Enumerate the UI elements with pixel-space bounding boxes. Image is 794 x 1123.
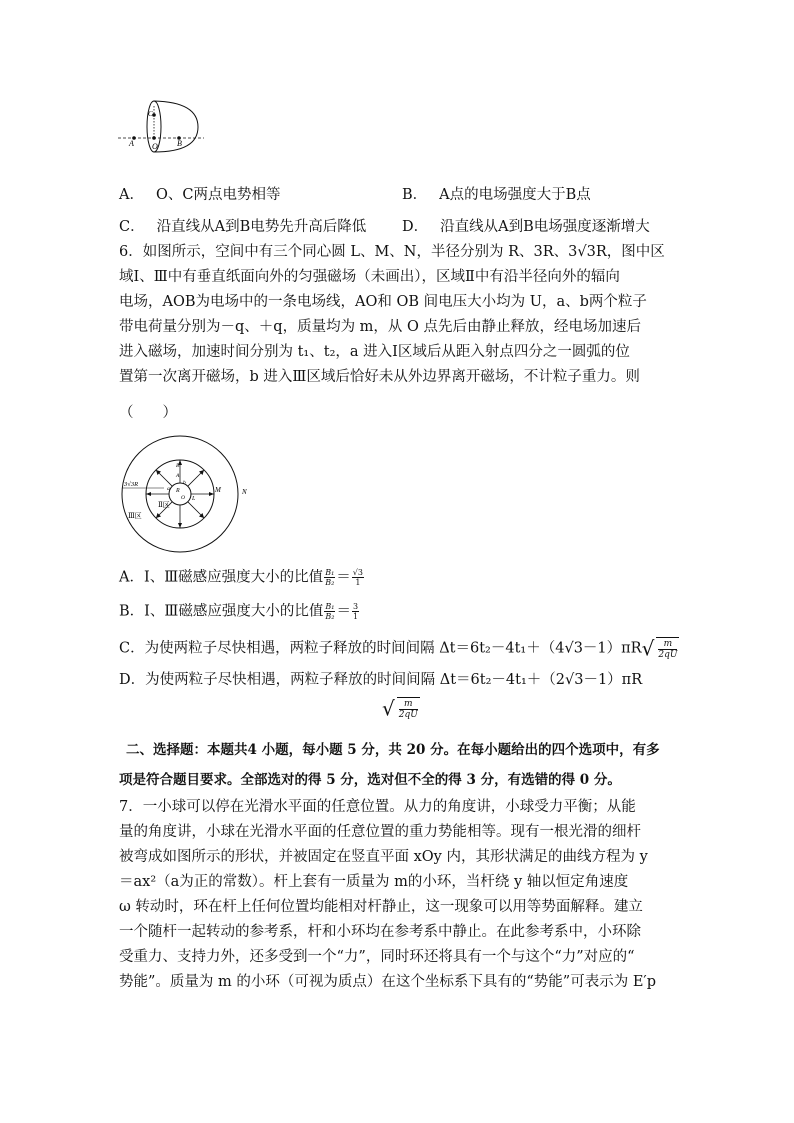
label-N: N — [242, 488, 247, 496]
q5-option-a-text: O、C两点电势相等 — [155, 187, 281, 203]
concentric-circles-figure — [118, 432, 268, 557]
sqrt-denominator: 2qU — [658, 650, 678, 660]
ratio-numerator: B₁ — [325, 568, 335, 577]
q6-option-b-value — [352, 602, 359, 621]
label-b: b — [183, 480, 186, 486]
label-R: R — [176, 488, 180, 494]
label-B: B — [176, 463, 180, 469]
sqrt-denominator: 2qU — [398, 710, 418, 720]
q7-line-4: ＝ax²（a为正的常数）。杆上套有一质量为 m的小环，当杆绕 y 轴以恒定角速度 — [119, 874, 629, 890]
label-region-3: Ⅲ区 — [128, 512, 142, 520]
sqrt-sign-icon: √ — [641, 636, 655, 661]
q7-line-7: 受重力、支持力外，还多受到一个“力”，同时环还将具有一个与这个“力”对应的“ — [119, 949, 635, 965]
q6-line-6: 置第一次离开磁场，b 进入Ⅲ区域后恰好未从外边界离开磁场，不计粒子重力。则 — [119, 369, 640, 385]
label-B: B — [177, 139, 182, 148]
q6-option-c-text: C．为使两粒子尽快相遇，两粒子释放的时间间隔 Δt＝6t₂－4t₁＋（4√3－1）πR — [119, 640, 642, 657]
q7-line-5: ω 转动时，环在杆上任何位置均能相对杆静止，这一现象可以用等势面解释。建立 — [119, 899, 643, 915]
ratio-numerator: B₁ — [325, 602, 335, 611]
q6-option-d-sqrt — [382, 697, 420, 720]
hemisphere-figure — [116, 96, 206, 154]
q7-line-3: 被弯成如图所示的形状，并被固定在竖直平面 xOy 内，其形状满足的曲线方程为 y — [119, 849, 648, 865]
q5-option-b-label: B． — [402, 187, 428, 203]
value-denominator: 1 — [352, 612, 359, 621]
sqrt-expression — [397, 697, 420, 720]
q6-line-1: 6．如图所示，空间中有三个同心圆 L、M、N，半径分别为 R、3R、3√3R，图中区 — [119, 244, 665, 260]
q5-option-c-label: C． — [119, 219, 145, 235]
sqrt-expression — [656, 637, 679, 660]
section2-line-1: 二、选择题：本题共4 小题，每小题 5 分，共 20 分。在每小题给出的四个选项中，有多 — [126, 742, 660, 758]
q5-option-b-text: A点的电场强度大于B点 — [439, 187, 591, 203]
value-denominator: 1 — [355, 578, 361, 587]
q5-option-a-label: A． — [119, 187, 144, 203]
q5-option-c-text: 沿直线从A到B电势先升高后降低 — [156, 219, 367, 235]
q6-option-c — [119, 637, 679, 660]
q6-line-5: 进入磁场，加速时间分别为 t₁、t₂，a 进入Ⅰ区域后从距入射点四分之一圆弧的位 — [119, 344, 630, 360]
point-O — [152, 136, 156, 140]
q5-option-a — [119, 186, 280, 204]
q6-option-a-value — [352, 568, 364, 587]
q6-option-d — [119, 671, 642, 689]
q6-option-a-text: A．Ⅰ、Ⅲ磁感应强度大小的比值 — [119, 569, 324, 586]
q6-option-b-text: B．Ⅰ、Ⅲ磁感应强度大小的比值 — [119, 603, 324, 620]
q6-option-b-ratio — [324, 602, 335, 621]
label-O: O — [152, 142, 158, 151]
q7-line-6: 一个随杆一起转动的参考系，杆和小环均在参考系中静止。在此参考系中，小环除 — [119, 924, 641, 940]
q5-option-d-label: D． — [402, 219, 429, 235]
q6-line-2: 域Ⅰ、Ⅲ中有垂直纸面向外的匀强磁场（未画出），区域Ⅱ中有沿半径向外的辐向 — [119, 269, 620, 285]
q5-option-d — [402, 218, 650, 236]
label-A: A — [129, 139, 134, 148]
q6-option-a-ratio — [324, 568, 335, 587]
value-numerator: √3 — [352, 568, 363, 577]
circle-L — [169, 483, 191, 505]
label-region-2: Ⅱ区 — [158, 501, 170, 509]
label-A: A — [176, 473, 180, 479]
label-M: M — [215, 486, 221, 494]
q6-line-3: 电场，AOB为电场中的一条电场线，AO和 OB 间电压大小均为 U，a、b两个粒子 — [119, 294, 647, 310]
sqrt-numerator: m — [658, 639, 677, 650]
q6-option-d-text: D．为使两粒子尽快相遇，两粒子释放的时间间隔 Δt＝6t₂－4t₁＋（2√3－1）πR — [119, 672, 643, 688]
q7-line-2: 量的角度讲，小球在光滑水平面的任意位置的重力势能相等。现有一根光滑的细杆 — [119, 824, 641, 840]
sqrt-sign-icon: √ — [382, 696, 395, 721]
value-numerator: 3 — [352, 602, 359, 611]
q5-option-c — [119, 218, 366, 236]
q7-line-1: 7．一小球可以停在光滑水平面的任意位置。从力的角度讲，小球受力平衡；从能 — [119, 799, 636, 815]
q5-option-b — [402, 186, 591, 204]
q6-option-b — [119, 602, 360, 621]
ratio-denominator: B₂ — [325, 612, 335, 621]
q5-option-d-text: 沿直线从A到B电场强度逐渐增大 — [440, 219, 650, 235]
ratio-denominator: B₂ — [325, 578, 335, 587]
label-L: L — [192, 496, 196, 502]
q7-line-8: 势能”。质量为 m 的小环（可视为质点）在这个坐标系下具有的“势能”可表示为 E′p — [119, 974, 656, 990]
label-C: C — [148, 110, 153, 118]
circle-N — [122, 436, 238, 552]
q6-line-4: 带电荷量分别为－q、＋q，质量均为 m，从 O 点先后由静止释放，经电场加速后 — [119, 319, 642, 335]
q6-line-7: （ ） — [119, 405, 177, 421]
label-radius: 3√3R — [124, 481, 139, 488]
equals-sign: ＝ — [336, 569, 351, 586]
label-a: a — [167, 486, 170, 492]
section2-line-2: 项是符合题目要求。全部选对的得 5 分，选对但不全的得 3 分，有选错的得 0 分。 — [119, 772, 621, 788]
point-C — [152, 113, 156, 117]
q6-option-a — [119, 568, 365, 587]
equals-sign: ＝ — [336, 603, 351, 620]
label-O: O — [181, 495, 185, 501]
sqrt-numerator: m — [399, 699, 418, 710]
